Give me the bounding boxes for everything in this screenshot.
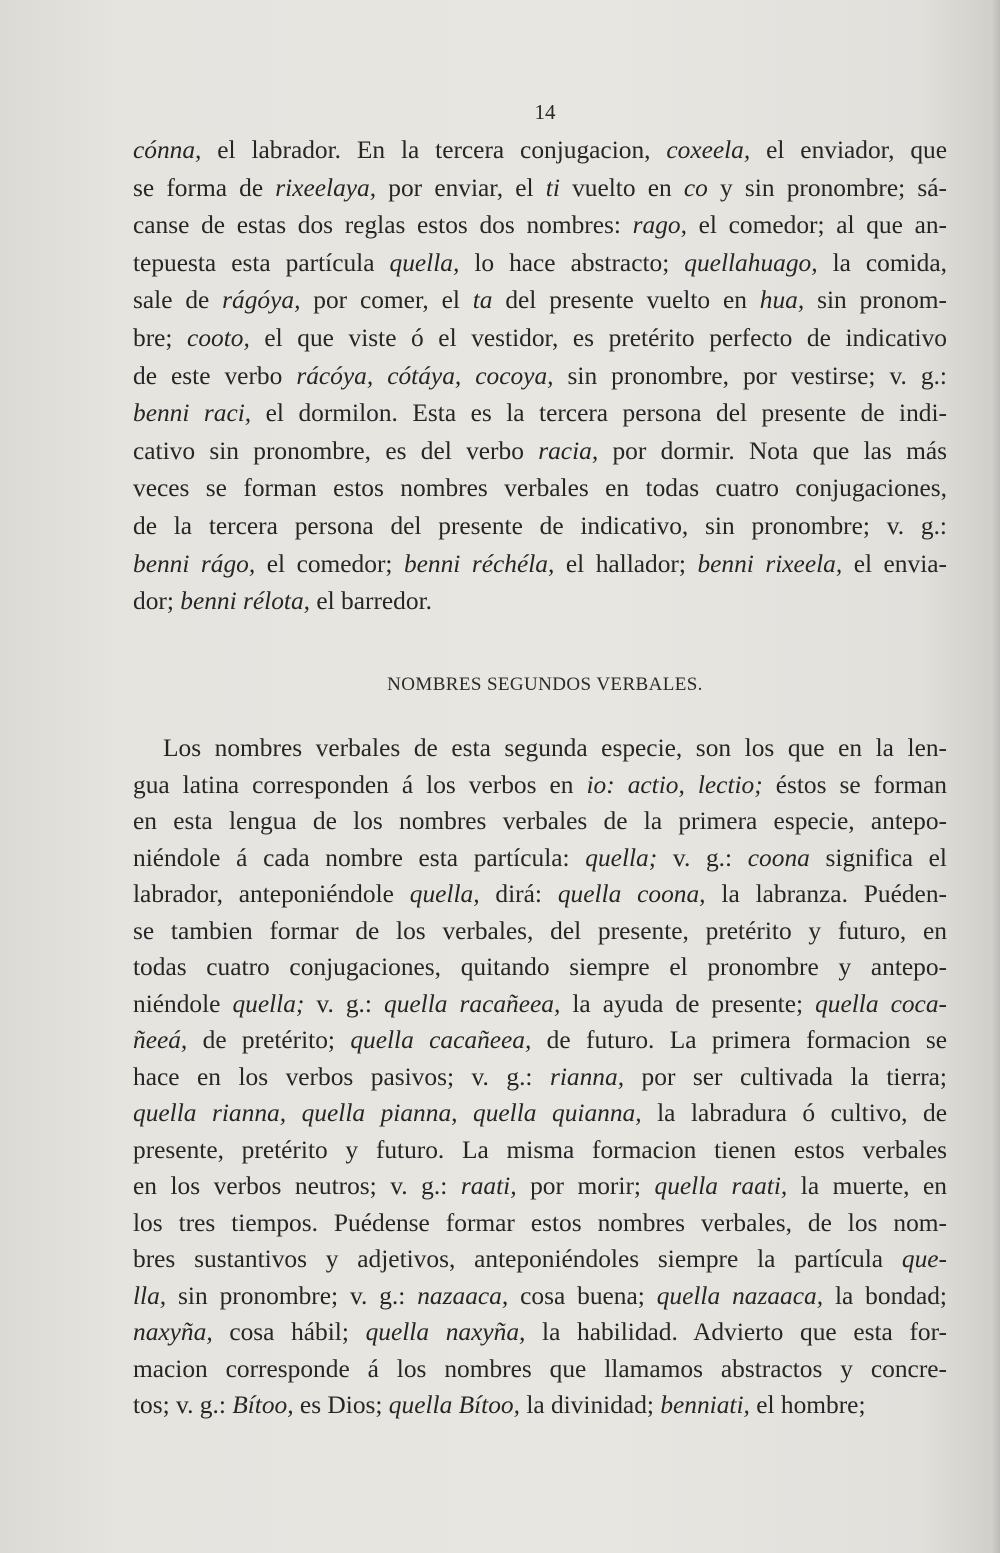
text-line: niéndole quella; v. g.: quella racañeea, la ayuda de presente; quella coca- (133, 989, 947, 1018)
text-line: ñeeá, de pretérito; quella cacañeea, de futuro. La primera formacion se (133, 1026, 947, 1054)
text-line: macion corresponde á los nombres que llamamos abstractos y concre- (133, 1354, 947, 1383)
text-line: en esta lengua de los nombres verbales de la primera especie, antepo- (133, 807, 947, 835)
text-line: naxyña, cosa hábil; quella naxyña, la habilidad. Advierto que esta for- (133, 1318, 947, 1346)
text-line: se tambien formar de los verbales, del presente, pretérito y futuro, en (133, 916, 947, 945)
text-line: tepuesta esta partícula quella, lo hace abstracto; quellahuago, la comida, (133, 248, 947, 277)
paragraph-verbal-nouns-second (133, 730, 947, 1424)
text-line: Los nombres verbales de esta segunda especie, son los que en la len- (163, 734, 947, 762)
text-line: lla, sin pronombre; v. g.: nazaaca, cosa buena; quella nazaaca, la bondad; (133, 1281, 947, 1310)
text-line: dor; benni rélota, el barredor. (133, 587, 432, 616)
text-line: bres sustantivos y adjetivos, anteponiéndoles siempre la partícula que- (133, 1245, 947, 1273)
section-heading: NOMBRES SEGUNDOS VERBALES. (387, 674, 703, 695)
text-line: cativo sin pronombre, es del verbo racia, por dormir. Nota que las más (133, 436, 947, 465)
text-line: todas cuatro conjugaciones, quitando siempre el pronombre y antepo- (133, 953, 947, 981)
text-line: tos; v. g.: Bítoo, es Dios; quella Bítoo, la divinidad; benniati, el hombre; (133, 1391, 866, 1419)
text-line: en los verbos neutros; v. g.: raati, por morir; quella raati, la muerte, en (133, 1172, 947, 1200)
text-line: labrador, anteponiéndole quella, dirá: quella coona, la labranza. Puéden- (133, 880, 947, 908)
text-line: canse de estas dos reglas estos dos nombres: rago, el comedor; al que an- (133, 211, 947, 240)
paragraph-verbal-nouns-first (133, 132, 947, 621)
page-spine-shadow (990, 0, 1000, 1553)
text-line: cónna, el labrador. En la tercera conjugacion, coxeela, el enviador, que (133, 136, 947, 164)
text-line: los tres tiempos. Puédense formar estos nombres verbales, de los nom- (133, 1208, 947, 1237)
text-line: benni rágo, el comedor; benni réchéla, el hallador; benni rixeela, el envia- (133, 549, 947, 578)
text-line: hace en los verbos pasivos; v. g.: rianna, por ser cultivada la tierra; (133, 1062, 947, 1091)
text-line: quella rianna, quella pianna, quella quianna, la labradura ó cultivo, de (133, 1099, 947, 1127)
text-line: niéndole á cada nombre esta partícula: quella; v. g.: coona significa el (133, 843, 947, 872)
text-line: bre; cooto, el que viste ó el vestidor, es pretérito perfecto de indicativo (133, 323, 947, 352)
text-line: sale de rágóya, por comer, el ta del presente vuelto en hua, sin pronom- (133, 286, 947, 315)
text-line: se forma de rixeelaya, por enviar, el ti vuelto en co y sin pronombre; sá- (133, 173, 947, 202)
text-line: de este verbo rácóya, cótáya, cocoya, sin pronombre, por vestirse; v. g.: (133, 361, 947, 390)
text-line: veces se forman estos nombres verbales en todas cuatro conjugaciones, (133, 474, 947, 503)
text-line: de la tercera persona del presente de indicativo, sin pronombre; v. g.: (133, 511, 947, 540)
page-number: 14 (534, 100, 556, 124)
text-line: benni raci, el dormilon. Esta es la tercera persona del presente de indi- (133, 399, 947, 428)
text-line: presente, pretérito y futuro. La misma formacion tienen estos verbales (133, 1135, 947, 1164)
text-line: gua latina corresponden á los verbos en io: actio, lectio; éstos se forman (133, 770, 947, 799)
